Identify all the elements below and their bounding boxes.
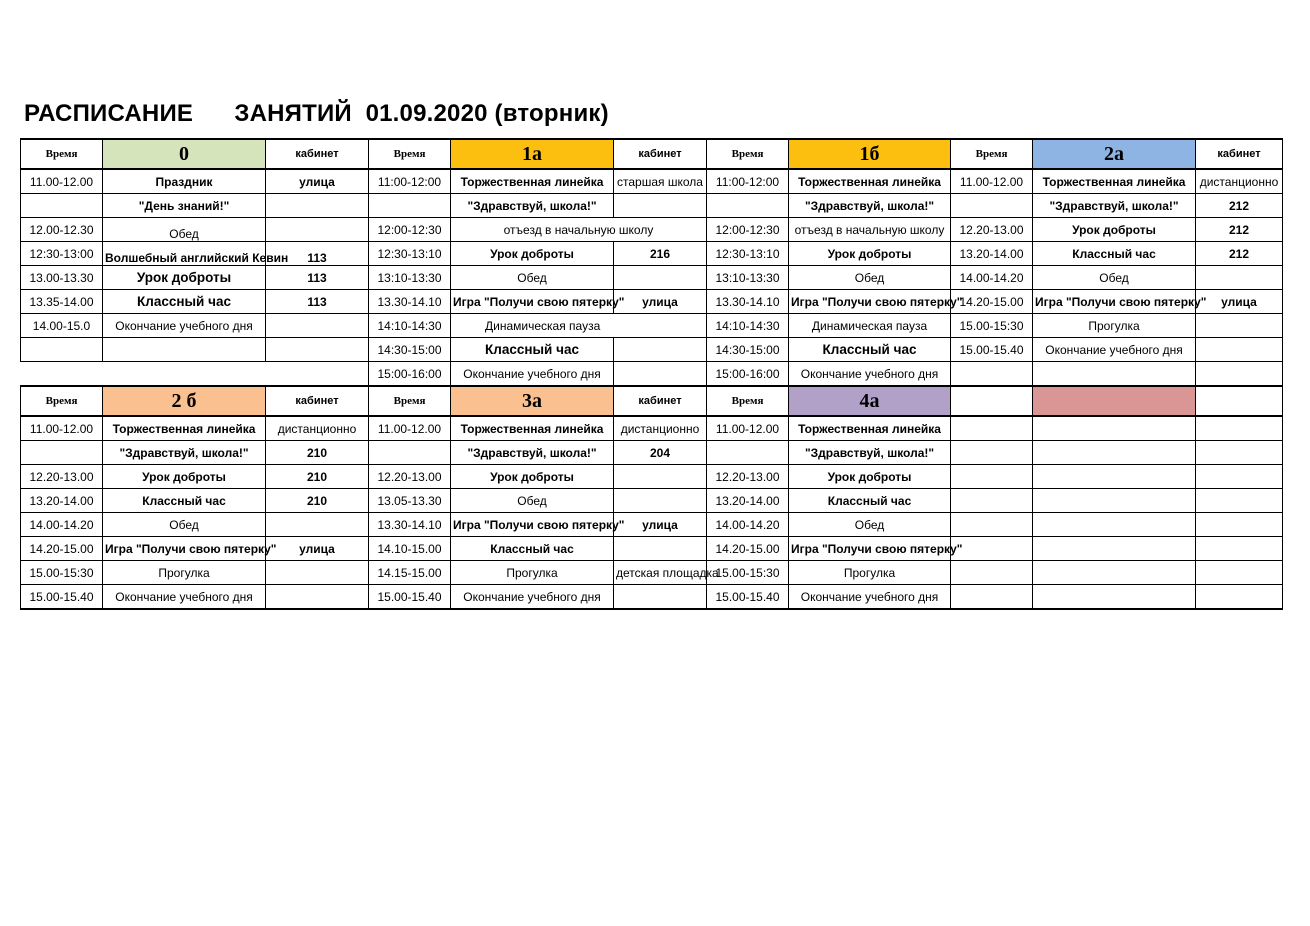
lesson-cell [1033, 465, 1196, 489]
time-cell: 14:30-15:00 [369, 338, 451, 362]
time-cell: 13.20-14.00 [707, 489, 789, 513]
lesson-cell: Окончание учебного дня [103, 314, 266, 338]
lesson-cell [1033, 585, 1196, 610]
time-cell: 12.20-13.00 [21, 465, 103, 489]
time-cell: 15:00-16:00 [707, 362, 789, 387]
room-cell: дистанционно [266, 416, 369, 441]
lesson-cell: Торжественная линейка [451, 169, 614, 194]
room-cell [614, 465, 707, 489]
lesson-cell: Окончание учебного дня [789, 585, 951, 610]
room-cell [266, 314, 369, 338]
table-row [21, 489, 1283, 513]
table-row [21, 362, 1283, 387]
room-cell [266, 513, 369, 537]
time-cell [951, 489, 1033, 513]
lesson-cell: Торжественная линейка [451, 416, 614, 441]
time-cell: 13.35-14.00 [21, 290, 103, 314]
time-cell [707, 441, 789, 465]
blank-class-header [1033, 386, 1196, 416]
lesson-cell: Обед [789, 513, 951, 537]
lesson-cell: "Здравствуй, школа!" [789, 441, 951, 465]
room-cell [1196, 441, 1283, 465]
time-cell: 12:00-12:30 [707, 218, 789, 242]
empty-cell [21, 362, 369, 387]
table-row [21, 441, 1283, 465]
room-cell: детская площадка [614, 561, 707, 585]
room-cell [1196, 585, 1283, 610]
time-cell: 15:00-16:00 [369, 362, 451, 387]
lesson-cell: Классный час [789, 489, 951, 513]
time-cell: 12:30-13:10 [369, 242, 451, 266]
table-row [21, 169, 1283, 194]
room-cell [1196, 537, 1283, 561]
lesson-cell: Игра "Получи свою пятерку" [103, 537, 266, 561]
time-cell: 13.05-13.30 [369, 489, 451, 513]
room-cell [266, 585, 369, 610]
room-cell [614, 362, 707, 387]
time-cell: 14.15-15.00 [369, 561, 451, 585]
lesson-cell: Праздник [103, 169, 266, 194]
room-cell: улица [614, 290, 707, 314]
lesson-cell: Игра "Получи свою пятерку" [789, 537, 951, 561]
room-cell [614, 489, 707, 513]
lesson-cell: Урок доброты [789, 242, 951, 266]
time-cell: 15.00-15:30 [21, 561, 103, 585]
time-cell: 13.30-14.10 [369, 513, 451, 537]
lesson-cell: Обед [1033, 266, 1196, 290]
lesson-cell: Урок доброты [789, 465, 951, 489]
room-cell [1196, 513, 1283, 537]
table-row [21, 416, 1283, 441]
lesson-cell: Волшебный английский Кевин [103, 242, 266, 266]
room-header: кабинет [1196, 139, 1283, 169]
time-header: Время [21, 386, 103, 416]
room-cell: улица [266, 169, 369, 194]
class-header-1a: 1а [451, 139, 614, 169]
time-cell: 11.00-12.00 [21, 416, 103, 441]
time-header: Время [369, 386, 451, 416]
room-cell: улица [614, 513, 707, 537]
lesson-cell: Торжественная линейка [789, 169, 951, 194]
lesson-cell: Игра "Получи свою пятерку" [451, 290, 614, 314]
lesson-cell: Прогулка [451, 561, 614, 585]
time-cell: 15.00-15.40 [369, 585, 451, 610]
lesson-cell: Игра "Получи свою пятерку" [789, 290, 951, 314]
room-cell [266, 194, 369, 218]
room-cell: 113 [266, 266, 369, 290]
lesson-cell: Игра "Получи свою пятерку" [1033, 290, 1196, 314]
room-cell [1196, 465, 1283, 489]
time-cell: 12:00-12:30 [369, 218, 451, 242]
lesson-cell: отъезд в начальную школу [451, 218, 707, 242]
time-cell [369, 441, 451, 465]
lesson-cell: "Здравствуй, школа!" [1033, 194, 1196, 218]
room-cell: 212 [1196, 218, 1283, 242]
room-header: кабинет [614, 386, 707, 416]
time-cell: 14.00-14.20 [21, 513, 103, 537]
room-cell: 204 [614, 441, 707, 465]
class-header-3a: 3а [451, 386, 614, 416]
room-cell [1196, 561, 1283, 585]
table-row [21, 194, 1283, 218]
lesson-cell: Окончание учебного дня [1033, 338, 1196, 362]
lesson-cell: "Здравствуй, школа!" [451, 194, 614, 218]
room-cell: 210 [266, 465, 369, 489]
lesson-cell: "День знаний!" [103, 194, 266, 218]
room-cell: 216 [614, 242, 707, 266]
lesson-cell: Окончание учебного дня [789, 362, 951, 387]
lesson-cell: Обед [789, 266, 951, 290]
lesson-cell: "Здравствуй, школа!" [103, 441, 266, 465]
lesson-cell: Прогулка [789, 561, 951, 585]
room-cell: 113 [266, 290, 369, 314]
schedule-table [20, 138, 1283, 610]
lesson-cell: Окончание учебного дня [451, 362, 614, 387]
lesson-cell [1033, 441, 1196, 465]
time-header: Время [369, 139, 451, 169]
time-cell: 14.00-14.20 [707, 513, 789, 537]
class-header-0: 0 [103, 139, 266, 169]
room-cell: 212 [1196, 194, 1283, 218]
class-header-4a: 4а [789, 386, 951, 416]
lesson-cell: Игра "Получи свою пятерку" [451, 513, 614, 537]
room-cell [614, 537, 707, 561]
lesson-cell: Окончание учебного дня [451, 585, 614, 610]
table-row [21, 585, 1283, 610]
table-row [21, 266, 1283, 290]
lesson-cell [1033, 362, 1196, 387]
time-cell [951, 416, 1033, 441]
time-cell: 11.00-12.00 [21, 169, 103, 194]
room-header: кабинет [266, 386, 369, 416]
table-row [21, 290, 1283, 314]
table-row [21, 513, 1283, 537]
time-cell [369, 194, 451, 218]
lesson-cell: Торжественная линейка [103, 416, 266, 441]
time-cell: 13.20-14.00 [951, 242, 1033, 266]
table-row [21, 338, 1283, 362]
lesson-cell [1033, 416, 1196, 441]
time-cell [21, 338, 103, 362]
time-header: Время [951, 139, 1033, 169]
time-cell: 14.20-15.00 [707, 537, 789, 561]
room-cell [266, 561, 369, 585]
lesson-cell: Классный час [789, 338, 951, 362]
room-header: кабинет [266, 139, 369, 169]
time-cell: 11.00-12.00 [369, 416, 451, 441]
time-cell: 14.00-14.20 [951, 266, 1033, 290]
time-cell [951, 441, 1033, 465]
room-cell [614, 338, 707, 362]
time-cell [707, 194, 789, 218]
lesson-cell: Прогулка [1033, 314, 1196, 338]
class-header-1b: 1б [789, 139, 951, 169]
lesson-cell: Классный час [1033, 242, 1196, 266]
time-header: Время [21, 139, 103, 169]
lesson-cell: Классный час [451, 537, 614, 561]
time-cell [951, 465, 1033, 489]
lesson-cell: Окончание учебного дня [103, 585, 266, 610]
time-cell: 14:10-14:30 [369, 314, 451, 338]
time-cell [951, 537, 1033, 561]
time-cell: 12.20-13.00 [951, 218, 1033, 242]
time-cell [951, 513, 1033, 537]
lesson-cell: Обед [451, 266, 614, 290]
time-cell: 11:00-12:00 [707, 169, 789, 194]
room-cell: старшая школа [614, 169, 707, 194]
time-cell: 14.10-15.00 [369, 537, 451, 561]
room-header: кабинет [614, 139, 707, 169]
lesson-cell: "Здравствуй, школа!" [789, 194, 951, 218]
time-cell: 13.20-14.00 [21, 489, 103, 513]
room-cell: 210 [266, 441, 369, 465]
table-row [21, 537, 1283, 561]
room-cell: улица [266, 537, 369, 561]
room-cell [1196, 489, 1283, 513]
table-row [21, 561, 1283, 585]
lesson-cell [1033, 513, 1196, 537]
room-cell: улица [1196, 290, 1283, 314]
time-cell: 12.00-12.30 [21, 218, 103, 242]
lesson-cell: Обед [103, 513, 266, 537]
time-header: Время [707, 386, 789, 416]
lesson-cell [1033, 561, 1196, 585]
time-cell: 14.20-15.00 [21, 537, 103, 561]
table-row [21, 465, 1283, 489]
table-row [21, 242, 1283, 266]
lesson-cell: Торжественная линейка [1033, 169, 1196, 194]
time-cell: 15.00-15.40 [707, 585, 789, 610]
time-cell: 14:10-14:30 [707, 314, 789, 338]
time-cell [951, 585, 1033, 610]
time-cell: 12:30-13:00 [21, 242, 103, 266]
room-cell: дистанционно [614, 416, 707, 441]
lesson-cell: отъезд в начальную школу [789, 218, 951, 242]
room-cell [614, 194, 707, 218]
lesson-cell: Урок доброты [1033, 218, 1196, 242]
room-cell [1196, 416, 1283, 441]
room-cell [1196, 338, 1283, 362]
time-cell: 14:30-15:00 [707, 338, 789, 362]
room-cell [266, 218, 369, 242]
time-cell: 14.20-15.00 [951, 290, 1033, 314]
time-cell: 13:10-13:30 [369, 266, 451, 290]
room-cell [614, 585, 707, 610]
room-cell [1196, 266, 1283, 290]
time-cell [951, 194, 1033, 218]
lesson-cell: Классный час [103, 290, 266, 314]
lesson-cell: Урок доброты [451, 465, 614, 489]
room-cell [614, 266, 707, 290]
lesson-cell: Урок доброты [103, 465, 266, 489]
lesson-cell: Динамическая пауза [789, 314, 951, 338]
lesson-cell: Классный час [103, 489, 266, 513]
lesson-cell [1033, 537, 1196, 561]
class-header-2b: 2 б [103, 386, 266, 416]
time-cell: 15.00-15:30 [707, 561, 789, 585]
empty-header [951, 386, 1033, 416]
room-cell: 212 [1196, 242, 1283, 266]
room-cell [266, 338, 369, 362]
time-cell: 12:30-13:10 [707, 242, 789, 266]
header-row-bottom [21, 386, 1283, 416]
time-cell: 15.00-15.40 [951, 338, 1033, 362]
lesson-cell: Прогулка [103, 561, 266, 585]
lesson-cell [103, 338, 266, 362]
time-cell: 11.00-12.00 [707, 416, 789, 441]
time-cell [21, 441, 103, 465]
lesson-cell: Урок доброты [451, 242, 614, 266]
page-title: РАСПИСАНИЕ ЗАНЯТИЙ 01.09.2020 (вторник) [24, 100, 609, 127]
room-cell [1196, 314, 1283, 338]
time-cell: 13.30-14.10 [707, 290, 789, 314]
room-cell: дистанционно [1196, 169, 1283, 194]
time-cell [951, 561, 1033, 585]
time-cell: 15.00-15:30 [951, 314, 1033, 338]
time-header: Время [707, 139, 789, 169]
time-cell: 11:00-12:00 [369, 169, 451, 194]
lesson-cell: Торжественная линейка [789, 416, 951, 441]
lesson-cell: Урок доброты [103, 266, 266, 290]
empty-header [1196, 386, 1283, 416]
time-cell: 13.00-13.30 [21, 266, 103, 290]
lesson-cell [1033, 489, 1196, 513]
lesson-cell: "Здравствуй, школа!" [451, 441, 614, 465]
time-cell [951, 362, 1033, 387]
room-cell [1196, 362, 1283, 387]
time-cell: 14.00-15.0 [21, 314, 103, 338]
header-row-top [21, 139, 1283, 169]
lesson-cell: Классный час [451, 338, 614, 362]
room-cell: 210 [266, 489, 369, 513]
time-cell: 12.20-13.00 [369, 465, 451, 489]
table-row [21, 314, 1283, 338]
time-cell: 11.00-12.00 [951, 169, 1033, 194]
lesson-cell: Обед [451, 489, 614, 513]
table-row [21, 218, 1283, 242]
time-cell: 15.00-15.40 [21, 585, 103, 610]
time-cell: 13:10-13:30 [707, 266, 789, 290]
time-cell: 12.20-13.00 [707, 465, 789, 489]
class-header-2a: 2а [1033, 139, 1196, 169]
lesson-cell: Обед [103, 218, 266, 242]
lesson-cell: Динамическая пауза [451, 314, 707, 338]
time-cell: 13.30-14.10 [369, 290, 451, 314]
time-cell [21, 194, 103, 218]
room-cell: 113 [266, 242, 369, 266]
